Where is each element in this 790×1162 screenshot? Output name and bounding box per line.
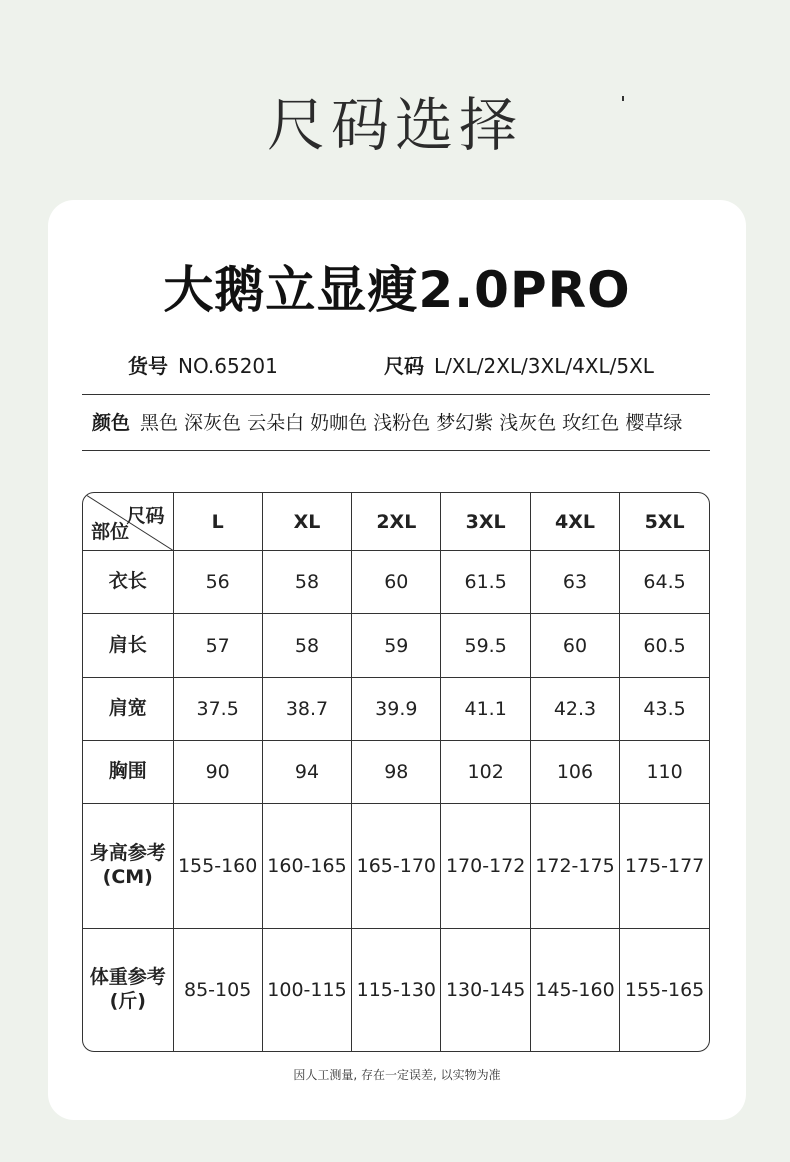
- row-label: 肩宽: [83, 677, 173, 740]
- row-label: 衣长: [83, 551, 173, 614]
- table-cell: 60: [352, 551, 441, 614]
- table-cell: 42.3: [530, 677, 619, 740]
- row-label-unit: (CM): [102, 866, 153, 889]
- divider: [82, 450, 710, 451]
- table-cell: 100-115: [262, 928, 351, 1051]
- table-cell: 175-177: [620, 804, 709, 928]
- row-label-main: 身高参考: [89, 842, 166, 865]
- corner-size-label: 尺码: [126, 505, 165, 527]
- size-label: 尺码: [384, 354, 424, 378]
- size-header: 2XL: [352, 493, 441, 551]
- table-row: [83, 551, 709, 614]
- row-label: 胸围: [83, 741, 173, 804]
- table-cell: 98: [352, 741, 441, 804]
- table-cell: 61.5: [441, 551, 530, 614]
- table-corner-cell: [83, 493, 173, 551]
- product-name: 大鹅立显瘦2.0PRO: [163, 261, 631, 319]
- table-cell: 155-160: [173, 804, 262, 928]
- table-cell: 37.5: [173, 677, 262, 740]
- table-cell: 64.5: [620, 551, 709, 614]
- table-cell: 43.5: [620, 677, 709, 740]
- table-row: [83, 614, 709, 677]
- table-row: [83, 804, 709, 928]
- size-header: 3XL: [441, 493, 530, 551]
- table-cell: 102: [441, 741, 530, 804]
- table-cell: 38.7: [262, 677, 351, 740]
- color-value: 黑色 深灰色 云朵白 奶咖色 浅粉色 梦幻紫 浅灰色 玫红色 樱草绿: [140, 412, 683, 434]
- table-cell: 39.9: [352, 677, 441, 740]
- table-cell: 106: [530, 741, 619, 804]
- table-row: [83, 928, 709, 1051]
- table-cell: 63: [530, 551, 619, 614]
- divider: [82, 394, 710, 395]
- size-value: L/XL/2XL/3XL/4XL/5XL: [434, 354, 654, 378]
- table-cell: 57: [173, 614, 262, 677]
- row-label-unit: (斤): [109, 989, 146, 1012]
- table-cell: 58: [262, 614, 351, 677]
- row-label: 肩长: [83, 614, 173, 677]
- size-header: L: [173, 493, 262, 551]
- footnote: 因人工测量, 存在一定误差, 以实物为准: [293, 1068, 501, 1082]
- size-header: XL: [262, 493, 351, 551]
- table-cell: 155-165: [624, 978, 705, 1001]
- table-cell: 165-170: [352, 804, 441, 928]
- row-label: [83, 804, 173, 928]
- size-table: [82, 492, 710, 1052]
- table-cell: 60: [530, 614, 619, 677]
- table-cell: 115-130: [352, 928, 441, 1051]
- decorative-mark: [622, 96, 624, 101]
- table-cell: 85-105: [173, 928, 262, 1051]
- sku-label: 货号: [128, 354, 168, 378]
- size-info: [384, 350, 654, 379]
- row-label: [83, 928, 173, 1051]
- table-cell: 145-160: [530, 928, 619, 1051]
- page-title: 尺码选择: [266, 91, 523, 159]
- table-cell: 56: [173, 551, 262, 614]
- corner-part-label: 部位: [91, 521, 130, 544]
- table-cell: 160-165: [262, 804, 351, 928]
- table-row: [83, 677, 709, 740]
- table-cell: 59: [352, 614, 441, 677]
- table-cell: 130-145: [441, 928, 530, 1051]
- table-header-row: [83, 493, 709, 551]
- size-header: 5XL: [620, 493, 709, 551]
- table-cell: 59.5: [441, 614, 530, 677]
- table-cell: 41.1: [441, 677, 530, 740]
- table-row: [83, 741, 709, 804]
- info-line-colors: [92, 408, 718, 435]
- sku-info: [128, 350, 278, 379]
- color-label: 颜色: [92, 412, 131, 434]
- table-cell: 110: [620, 741, 709, 804]
- table-cell: 90: [173, 741, 262, 804]
- table-cell: 170-172: [441, 804, 530, 928]
- table-cell: 94: [262, 741, 351, 804]
- size-card: [48, 200, 746, 1120]
- row-label-main: 体重参考: [89, 966, 166, 989]
- table-cell: 172-175: [530, 804, 619, 928]
- table-cell: 60.5: [620, 614, 709, 677]
- sku-value: NO.65201: [178, 354, 278, 378]
- size-header: 4XL: [530, 493, 619, 551]
- table-cell: 58: [262, 551, 351, 614]
